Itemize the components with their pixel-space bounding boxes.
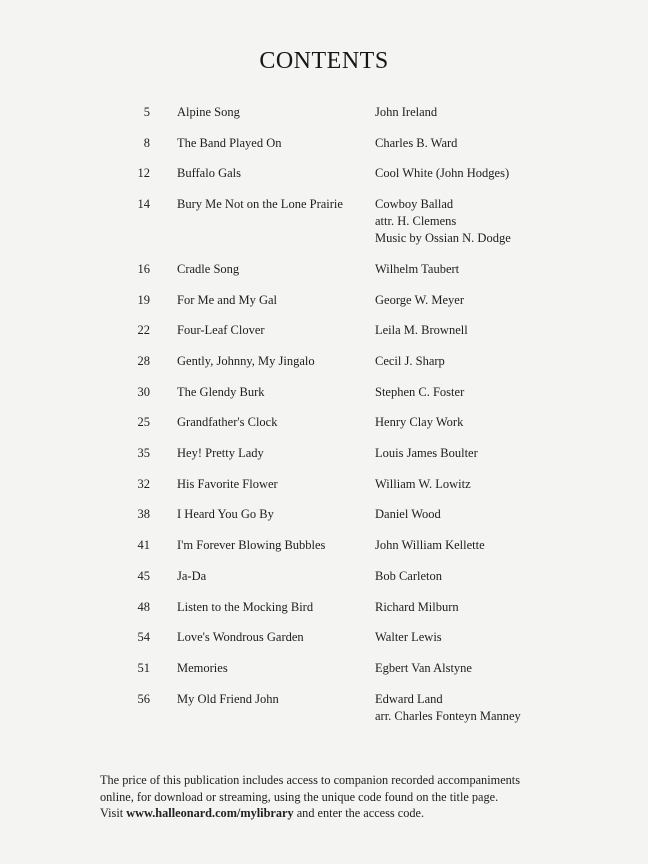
composer-credit: [375, 476, 625, 493]
composer-credit: [375, 135, 625, 152]
notice-line-3: [100, 805, 580, 822]
page-number: 30: [137, 384, 150, 399]
song-title: Ja-Da: [177, 568, 207, 583]
composer-credit: [375, 629, 625, 646]
page-number: 12: [137, 166, 150, 181]
song-title: Buffalo Gals: [177, 166, 241, 181]
composer-credit: [375, 261, 625, 278]
song-title: Gently, Johnny, My Jingalo: [177, 353, 315, 368]
composer-line: Cool White (John Hodges): [375, 166, 510, 181]
song-title: Hey! Pretty Lady: [177, 446, 264, 460]
composer-credit: [375, 104, 625, 121]
song-title: For Me and My Gal: [177, 292, 277, 307]
composer-credit: [375, 414, 625, 431]
composer-line: Wilhelm Taubert: [375, 261, 460, 276]
song-title: His Favorite Flower: [177, 476, 278, 491]
page-number: 38: [137, 507, 150, 522]
composer-line: Cowboy Ballad: [375, 197, 454, 212]
composer-credit: [375, 445, 625, 462]
library-url-link[interactable]: www.halleonard.com/mylibrary: [126, 806, 294, 820]
composer-line: Leila M. Brownell: [375, 323, 468, 338]
song-title: Listen to the Mocking Bird: [177, 599, 314, 614]
song-title: Love's Wondrous Garden: [177, 630, 304, 645]
song-title: Bury Me Not on the Lone Prairie: [177, 197, 343, 212]
song-title: Cradle Song: [177, 261, 240, 276]
song-title: The Glendy Burk: [177, 384, 265, 399]
page-number: 56: [137, 691, 150, 706]
notice-line-1: The price of this publication includes access to companion recorded accompaniments: [100, 773, 520, 787]
composer-line: John William Kellette: [375, 538, 485, 553]
composer-credit: [375, 599, 625, 616]
page-number: 14: [137, 197, 150, 212]
composer-credit: [375, 506, 625, 523]
composer-line: Louis James Boulter: [375, 446, 478, 460]
composer-credit: [375, 660, 625, 677]
composer-credit: [375, 322, 625, 339]
page-number: 32: [137, 476, 150, 491]
composer-line: Stephen C. Foster: [375, 384, 465, 399]
page-number: 41: [137, 538, 150, 553]
notice-suffix: and enter the access code.: [293, 806, 425, 820]
composer-line: Edward Land: [375, 691, 443, 706]
page-title: CONTENTS: [259, 48, 389, 74]
page-number: 19: [137, 292, 150, 307]
composer-credit: [375, 353, 625, 370]
composer-credit: [375, 568, 625, 585]
composer-credit: [375, 292, 625, 309]
song-title: Grandfather's Clock: [177, 415, 278, 430]
page-number: 54: [137, 630, 150, 645]
page-number: 51: [137, 660, 150, 675]
page-number: 28: [137, 353, 150, 368]
composer-line: Richard Milburn: [375, 599, 459, 614]
composer-credit: [375, 196, 625, 247]
song-title: The Band Played On: [177, 135, 282, 150]
page-number: 16: [137, 261, 150, 276]
composer-line: Walter Lewis: [375, 630, 442, 645]
access-notice: [100, 772, 580, 822]
page-number: 25: [137, 415, 150, 430]
composer-credit: [375, 165, 625, 182]
composer-line: attr. H. Clemens: [375, 214, 457, 229]
composer-line: George W. Meyer: [375, 292, 464, 307]
composer-line: Daniel Wood: [375, 507, 441, 522]
composer-line: Egbert Van Alstyne: [375, 660, 472, 675]
composer-line: Music by Ossian N. Dodge: [375, 231, 511, 246]
page-number: 5: [143, 105, 150, 119]
composer-line: arr. Charles Fonteyn Manney: [375, 708, 521, 723]
page-number: 8: [143, 135, 150, 150]
page-number: 35: [137, 446, 150, 460]
song-title: Four-Leaf Clover: [177, 323, 265, 338]
page-number: 22: [137, 323, 150, 338]
song-title: My Old Friend John: [177, 691, 279, 706]
page-number: 48: [137, 599, 150, 614]
composer-line: John Ireland: [375, 105, 438, 119]
song-title: I'm Forever Blowing Bubbles: [177, 538, 326, 553]
song-title: Alpine Song: [177, 105, 240, 119]
composer-line: Bob Carleton: [375, 568, 443, 583]
composer-credit: [375, 537, 625, 554]
notice-line-2: online, for download or streaming, using the unique code found on the title page.: [100, 789, 499, 804]
composer-line: Henry Clay Work: [375, 415, 464, 430]
composer-line: Charles B. Ward: [375, 135, 458, 150]
notice-prefix: Visit: [100, 806, 127, 820]
composer-credit: [375, 384, 625, 401]
page-number: 45: [137, 568, 150, 583]
composer-line: William W. Lowitz: [375, 476, 471, 491]
composer-credit: [375, 691, 625, 725]
song-title: I Heard You Go By: [177, 507, 274, 522]
composer-line: Cecil J. Sharp: [375, 353, 445, 368]
song-title: Memories: [177, 660, 228, 675]
